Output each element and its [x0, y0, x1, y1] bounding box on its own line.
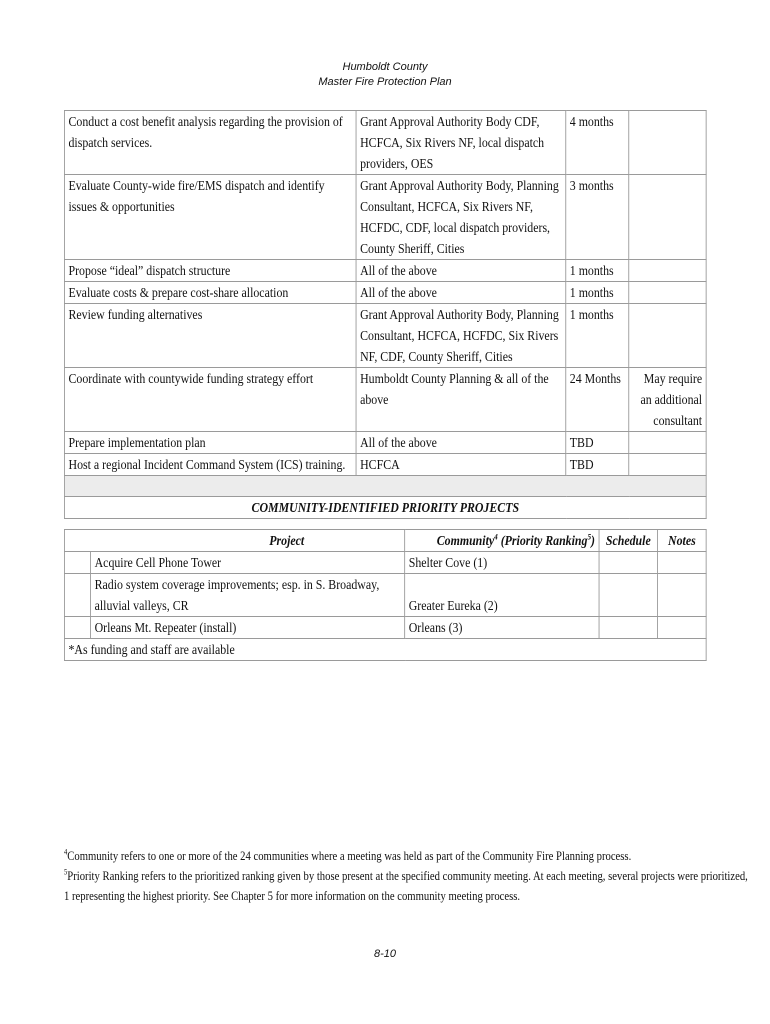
- section-title-row: [64, 497, 706, 519]
- section-title: COMMUNITY-IDENTIFIED PRIORITY PROJECTS: [64, 497, 706, 519]
- responsible-cell: Grant Approval Authority Body CDF, HCFCA, Six Rivers NF, local dispatch providers, OES: [356, 111, 566, 175]
- footnote-5-text: Priority Ranking refers to the prioritized ranking given by those present at the specified community meeting. At each meeting, several projects were prioritized,: [67, 868, 748, 883]
- table-row: [64, 368, 706, 432]
- notes-cell: [629, 260, 706, 282]
- time-cell: 1 months: [566, 282, 629, 304]
- time-cell: 1 months: [566, 304, 629, 368]
- table-row: [64, 454, 706, 476]
- responsible-cell: Grant Approval Authority Body, Planning Consultant, HCFCA, HCFDC, Six Rivers NF, CDF, County Sheriff, Cities: [356, 304, 566, 368]
- time-cell: 24 Months: [566, 368, 629, 432]
- table-row: [64, 552, 706, 574]
- spacer-cell: [64, 476, 706, 497]
- task-cell: Review funding alternatives: [64, 304, 356, 368]
- header-county: Humboldt County: [342, 61, 428, 73]
- task-cell: Evaluate County-wide fire/EMS dispatch and identify issues & opportunities: [64, 175, 356, 260]
- task-cell: Host a regional Incident Command System (ICS) training.: [64, 454, 356, 476]
- notes-cell: [629, 454, 706, 476]
- notes-cell: [629, 304, 706, 368]
- community-cell: Greater Eureka (2): [405, 574, 599, 617]
- ranking-label: (Priority Ranking: [497, 533, 588, 548]
- time-cell: TBD: [566, 454, 629, 476]
- schedule-cell: [599, 552, 658, 574]
- responsible-cell: Humboldt County Planning & all of the above: [356, 368, 566, 432]
- responsible-cell: All of the above: [356, 260, 566, 282]
- table-note-row: [64, 639, 706, 661]
- time-cell: TBD: [566, 432, 629, 454]
- footnote-5-continued: [64, 886, 654, 905]
- footnote-ref-4: 4: [494, 532, 498, 542]
- page-header: [0, 60, 770, 90]
- table-row: [64, 175, 706, 260]
- column-header-row: [64, 530, 706, 552]
- index-cell: [64, 574, 90, 617]
- index-cell: [64, 617, 90, 639]
- notes-cell: [629, 432, 706, 454]
- task-cell: Propose “ideal” dispatch structure: [64, 260, 356, 282]
- footnote-5: [64, 866, 748, 885]
- project-cell: Acquire Cell Phone Tower: [91, 552, 405, 574]
- schedule-cell: [599, 617, 658, 639]
- table-note: *As funding and staff are available: [64, 639, 706, 661]
- task-table: [64, 110, 707, 519]
- footnote-4-mark: 4: [64, 847, 68, 857]
- notes-cell: [658, 574, 707, 617]
- notes-cell: [658, 552, 707, 574]
- table-row: [64, 574, 706, 617]
- community-cell: Shelter Cove (1): [405, 552, 599, 574]
- header-plan-title: Master Fire Protection Plan: [318, 76, 452, 88]
- task-cell: Coordinate with countywide funding strategy effort: [64, 368, 356, 432]
- responsible-cell: Grant Approval Authority Body, Planning Consultant, HCFCA, Six Rivers NF, HCFDC, CDF, local dispatch providers, County Sheriff, Cities: [356, 175, 566, 260]
- table-row: [64, 432, 706, 454]
- time-cell: 3 months: [566, 175, 629, 260]
- notes-cell: [658, 617, 707, 639]
- footnote-5-text-2: 1 representing the highest priority. See Chapter 5 for more information on the community meeting process.: [64, 888, 521, 903]
- footnote-4: [64, 846, 654, 865]
- notes-cell: [629, 282, 706, 304]
- column-header-schedule: Schedule: [599, 530, 658, 552]
- column-header-notes: Notes: [658, 530, 707, 552]
- responsible-cell: All of the above: [356, 432, 566, 454]
- table-row: [64, 617, 706, 639]
- project-cell: Orleans Mt. Repeater (install): [91, 617, 405, 639]
- footnote-5-mark: 5: [64, 867, 68, 877]
- schedule-cell: [599, 574, 658, 617]
- time-cell: 1 months: [566, 260, 629, 282]
- responsible-cell: All of the above: [356, 282, 566, 304]
- community-label: Community: [436, 533, 495, 548]
- table-row: [64, 282, 706, 304]
- priority-table: [64, 529, 707, 661]
- community-cell: Orleans (3): [405, 617, 599, 639]
- column-header-community: [405, 530, 599, 552]
- column-header-project: Project: [64, 530, 404, 552]
- notes-cell: [629, 175, 706, 260]
- footnote-ref-5: 5: [587, 532, 592, 542]
- task-cell: Evaluate costs & prepare cost-share allocation: [64, 282, 356, 304]
- notes-cell: May require an additional consultant: [629, 368, 706, 432]
- task-cell: Prepare implementation plan: [64, 432, 356, 454]
- table-row: [64, 111, 706, 175]
- ranking-label-end: ): [591, 533, 596, 548]
- footnote-4-text: Community refers to one or more of the 24 communities where a meeting was held as part of the Community Fire Planning process.: [67, 848, 632, 863]
- page-number: 8-10: [373, 948, 397, 960]
- project-cell: Radio system coverage improvements; esp. in S. Broadway, alluvial valleys, CR: [91, 574, 405, 617]
- notes-cell: [629, 111, 706, 175]
- spacer-row: [64, 476, 706, 497]
- table-row: [64, 304, 706, 368]
- responsible-cell: HCFCA: [356, 454, 566, 476]
- table-row: [64, 260, 706, 282]
- task-cell: Conduct a cost benefit analysis regarding the provision of dispatch services.: [64, 111, 356, 175]
- time-cell: 4 months: [566, 111, 629, 175]
- index-cell: [64, 552, 90, 574]
